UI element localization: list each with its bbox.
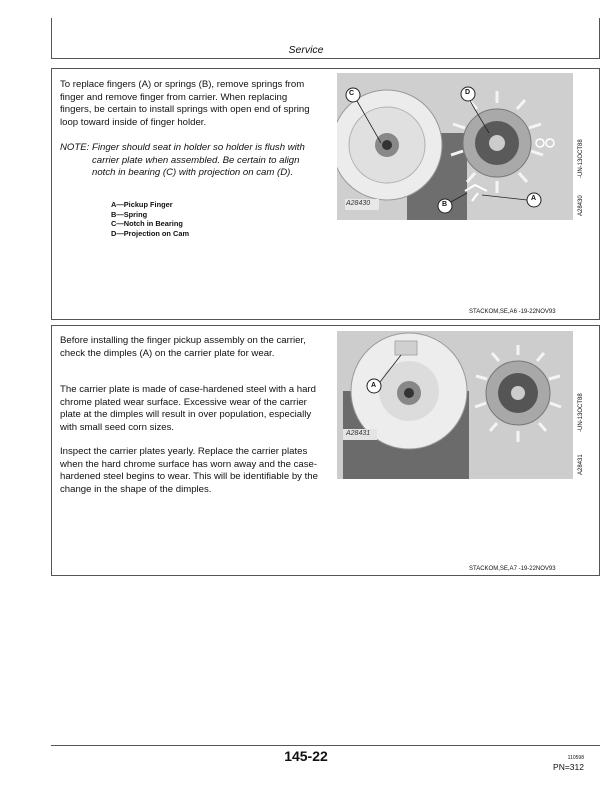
- footer-rule: [51, 745, 600, 746]
- section2-paragraph-2: The carrier plate is made of case-hardened steel with a hard chrome plated wear surface. Excessive wear of the carrier plate at the dimples will result in over population, especially with small seed corn sizes.: [60, 384, 316, 433]
- footer-pn: PN=312: [553, 762, 584, 772]
- legend-item: D—Projection on Cam: [111, 228, 190, 238]
- callout-a-dimples: A: [371, 382, 377, 389]
- note-text: Finger should seat in holder so holder is flush with carrier plate when assembled. Be certain to align notch in bearing (C) with projection on cam (D).: [92, 142, 305, 179]
- photo-label-2: A28431: [346, 430, 371, 437]
- footer-small-code: 110598: [567, 755, 584, 761]
- section1-paragraph: To replace fingers (A) or springs (B), remove springs from finger and remove finger from carrier. When replacing fingers, be certain to install springs with open end of spring loop toward inside of finger holder.: [60, 79, 310, 128]
- side-code: -UN-13OCT88: [578, 139, 584, 178]
- section1-legend: [111, 200, 189, 238]
- carrier-plate-photo: [337, 331, 573, 479]
- legend-item: C—Notch in Bearing: [111, 219, 183, 229]
- side-code-figure: A28430: [578, 195, 584, 216]
- legend-item: A—Pickup Finger: [111, 200, 173, 209]
- section1-note: [60, 142, 325, 194]
- callout-d: D: [465, 89, 471, 96]
- side-code-figure-2: A28431: [578, 454, 584, 475]
- section1-ref: STACKOM,SE,A6 -19-22NOV93: [469, 309, 556, 315]
- page-header-title: Service: [288, 44, 324, 56]
- section2-ref: STACKOM,SE,A7 -19-22NOV93: [469, 566, 556, 572]
- legend-item: B—Spring: [111, 209, 148, 219]
- page-number: 145-22: [284, 748, 328, 764]
- note-label: NOTE:: [60, 142, 90, 153]
- callout-b: B: [442, 201, 448, 208]
- finger-carrier-photo: [337, 73, 573, 220]
- callout-a: A: [531, 195, 537, 202]
- header-rule: [51, 58, 600, 59]
- section2-paragraph-3: Inspect the carrier plates yearly. Replace the carrier plates when the hard chrome surface has worn away and the case-hardened steel begins to wear. This will be identifiable by the change in the shape of the dimples.: [60, 446, 318, 495]
- photo-label: A28430: [346, 200, 371, 207]
- section2-paragraph-1: Before installing the finger pickup assembly on the carrier, check the dimples (A) on the carrier plate for wear.: [60, 335, 306, 359]
- side-code-2: -UN-13OCT88: [578, 393, 584, 432]
- callout-c: C: [349, 90, 355, 97]
